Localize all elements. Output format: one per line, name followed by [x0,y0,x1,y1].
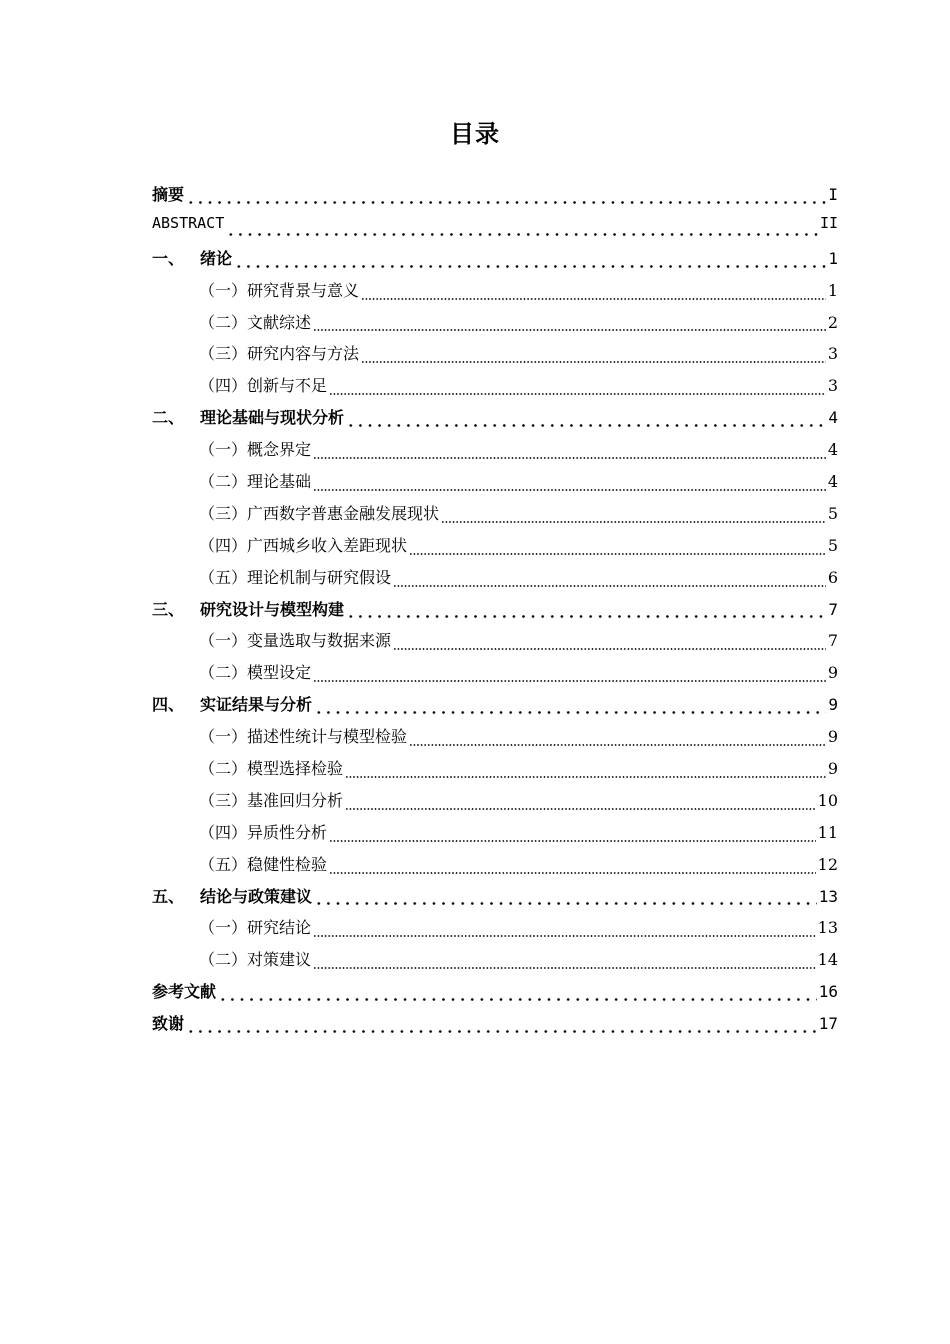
toc-entry-page: 9 [827,663,838,683]
toc-entry-page: 9 [827,727,838,747]
toc-entry-page: 12 [817,854,838,874]
toc-entry-label: 理论基础与现状分析 [200,408,345,428]
dot-leader [346,615,826,618]
dot-leader [314,711,826,714]
toc-entry-label: 摘要 [152,185,185,204]
toc-entry-section[interactable] [152,947,838,979]
toc-entry-section[interactable] [152,820,838,852]
toc-entry-section[interactable] [152,565,838,597]
toc-entry-abstract-cn[interactable] [152,182,838,214]
toc-entry-section[interactable] [152,310,838,342]
dot-leader [313,489,826,491]
dot-leader [345,776,826,778]
toc-entry-section[interactable] [152,437,838,469]
toc-entry-label: （四）广西城乡收入差距现状 [199,535,408,555]
toc-entry-page: 13 [818,886,838,906]
toc-entry-page: 4 [827,472,838,492]
dot-leader [345,808,816,810]
dot-leader [313,680,826,682]
toc-entry-section[interactable] [152,628,838,660]
dot-leader [186,1030,817,1033]
dot-leader [409,553,826,555]
dot-leader [393,585,826,587]
dot-leader [226,233,818,236]
toc-entry-page: 6 [827,567,838,587]
toc-entry-page: 16 [818,982,838,1002]
dot-leader [234,265,826,268]
dot-leader [313,967,816,969]
toc-entry-section[interactable] [152,533,838,565]
toc-entry-page: 5 [827,503,838,523]
toc-entry-label: （三）基准回归分析 [199,790,344,810]
toc-title: 目录 [450,120,500,148]
toc-entry-section[interactable] [152,469,838,501]
toc-entry-label: 研究设计与模型构建 [200,599,345,619]
toc-entry-label: 致谢 [152,1014,185,1034]
toc-entry-label: （四）异质性分析 [199,822,328,842]
chapter-number: 三、 [152,599,185,619]
chapter-number: 四、 [152,695,185,715]
toc-entry-page: 3 [827,344,838,364]
toc-entry-section[interactable] [152,915,838,947]
toc-entry-acknowledgements[interactable] [152,1011,838,1043]
toc-entry-label: （五）理论机制与研究假设 [199,567,392,587]
toc-entry-label: 结论与政策建议 [200,886,313,906]
toc-entry-label: （二）理论基础 [199,472,312,492]
toc-entry-page: 4 [827,440,838,460]
toc-entry-label: （二）模型选择检验 [199,759,344,779]
toc-entry-page: 3 [827,376,838,396]
toc-entry-page: 9 [827,759,838,779]
dot-leader [346,424,826,427]
toc-entry-section[interactable] [152,756,838,788]
toc-entry-section[interactable] [152,724,838,756]
toc-entry-page: 4 [828,408,838,428]
dot-leader [441,521,826,523]
toc-entry-chapter-1[interactable] [152,246,838,278]
toc-entry-label: （一）变量选取与数据来源 [199,631,392,651]
chapter-number: 五、 [152,886,185,906]
dot-leader [186,201,826,204]
toc-entry-label: （三）广西数字普惠金融发展现状 [199,503,440,523]
toc-entry-label: （三）研究内容与方法 [199,344,360,364]
toc-entry-page: 1 [827,280,838,300]
chapter-number: 一、 [152,248,185,268]
toc-entry-label: （二）对策建议 [199,950,312,970]
dot-leader [329,393,826,395]
toc-entry-chapter-4[interactable] [152,692,838,724]
toc-entry-label: （二）模型设定 [199,663,312,683]
toc-entry-page: II [819,213,838,232]
dot-leader [218,998,817,1001]
toc-entry-page: 14 [817,950,838,970]
dot-leader [314,902,817,905]
toc-entry-label: （一）研究背景与意义 [199,280,360,300]
toc-entry-page: 7 [827,631,838,651]
toc-entry-label: 参考文献 [152,982,217,1002]
dot-leader [361,361,826,363]
toc-entry-section[interactable] [152,501,838,533]
toc-entry-page: 17 [818,1014,838,1034]
toc-entry-section[interactable] [152,660,838,692]
toc-entry-label: （二）文献综述 [199,312,312,332]
toc-entry-section[interactable] [152,852,838,884]
table-of-contents [152,182,838,1043]
toc-entry-page: 7 [828,599,838,619]
toc-entry-label: （一）研究结论 [199,918,312,938]
toc-entry-page: 9 [828,695,838,715]
dot-leader [393,648,826,650]
dot-leader [329,840,816,842]
dot-leader [313,457,826,459]
dot-leader [313,329,826,331]
toc-entry-page: 2 [827,312,838,332]
toc-entry-label: （一）概念界定 [199,440,312,460]
toc-entry-section[interactable] [152,341,838,373]
toc-entry-section[interactable] [152,373,838,405]
toc-entry-page: 10 [817,790,838,810]
toc-entry-label: （一）描述性统计与模型检验 [199,727,408,747]
toc-entry-label: （五）稳健性检验 [199,854,328,874]
dot-leader [313,935,816,937]
dot-leader [361,298,826,300]
chapter-number: 二、 [152,408,185,428]
toc-entry-chapter-2[interactable] [152,405,838,437]
toc-entry-chapter-5[interactable] [152,884,838,916]
toc-entry-page: 11 [817,822,838,842]
toc-entry-label: （四）创新与不足 [199,376,328,396]
dot-leader [329,872,816,874]
toc-entry-chapter-3[interactable] [152,597,838,629]
toc-entry-page: 5 [827,535,838,555]
toc-entry-section[interactable] [152,278,838,310]
toc-entry-page: I [828,185,838,204]
toc-entry-label: 绪论 [200,248,233,268]
toc-entry-label: 实证结果与分析 [200,695,313,715]
toc-entry-label: ABSTRACT [152,213,225,232]
toc-entry-abstract-en[interactable] [152,214,838,246]
dot-leader [409,744,826,746]
toc-entry-section[interactable] [152,788,838,820]
toc-entry-page: 1 [828,248,838,268]
toc-entry-page: 13 [817,918,838,938]
toc-entry-references[interactable] [152,979,838,1011]
